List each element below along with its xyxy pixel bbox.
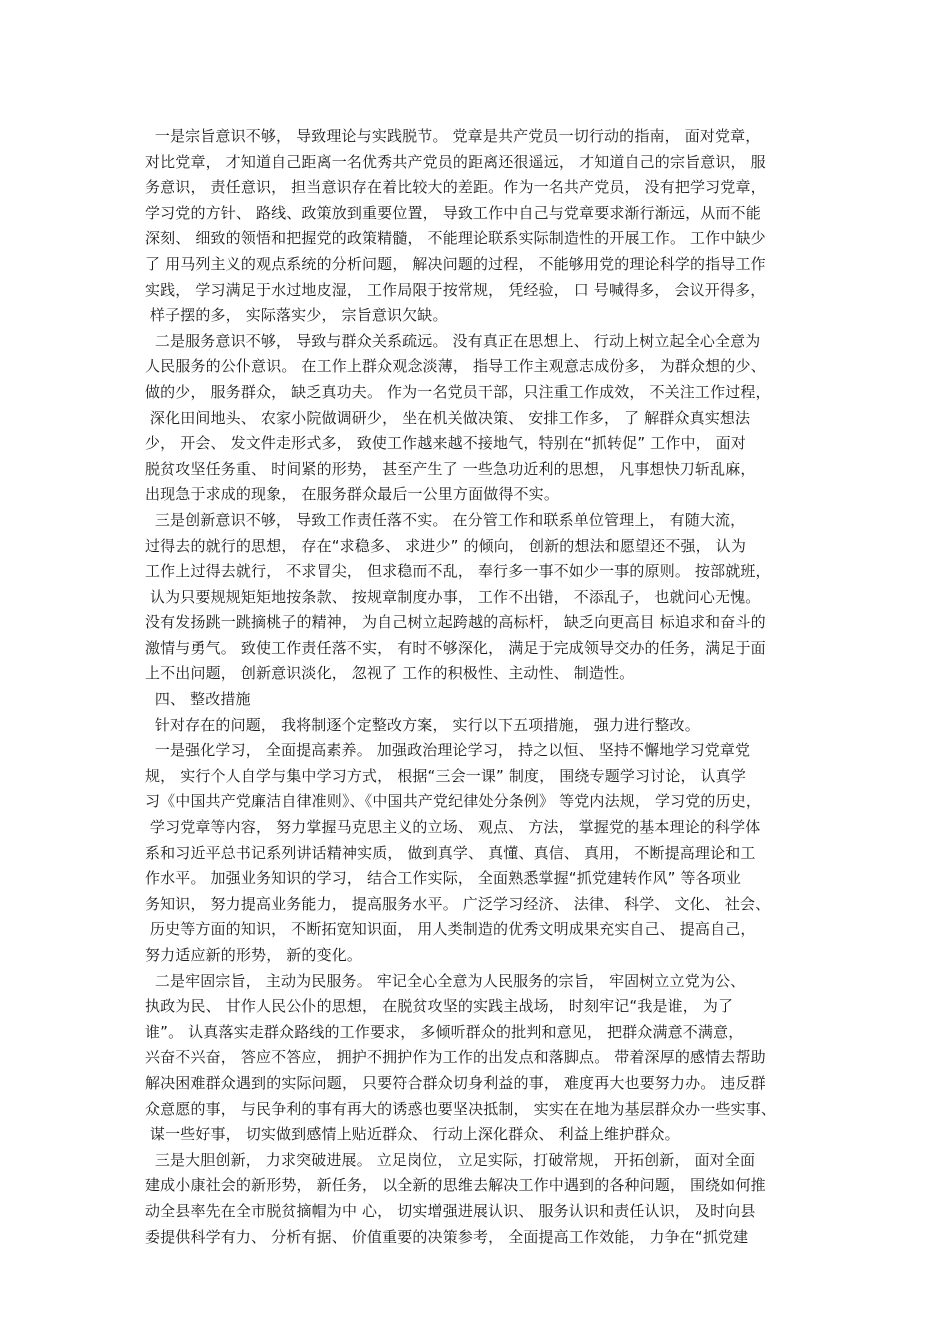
text-line: 认为只要规规矩矩地按条款、 按规章制度办事， 工作不出错， 不添乱子， 也就问心无愧。: [145, 587, 761, 606]
text-line: 谋一些好事， 切实做到感情上贴近群众、 行动上深化群众、 利益上维护群众。: [145, 1125, 680, 1144]
text-line: 建成小康社会的新形势， 新任务， 以全新的思维去解决工作中遇到的各种问题， 围绕如何推: [145, 1176, 766, 1195]
text-line: 系和习近平总书记系列讲话精神实质， 做到真学、 真懂、真信、 真用， 不断提高理论和工: [145, 843, 756, 862]
document-body: [145, 124, 820, 1250]
text-line: 委提供科学有力、 分析有据、 价值重要的决策参考， 全面提高工作效能， 力争在“抓党建: [145, 1227, 749, 1246]
text-line: 务知识， 努力提高业务能力， 提高服务水平。 广泛学习经济、 法律、 科学、 文化、 社会、: [145, 894, 771, 913]
text-line: 深刻、 细致的领悟和把握党的政策精髓， 不能理论联系实际制造性的开展工作。 工作中缺少: [145, 229, 766, 248]
text-line: 努力适应新的形势， 新的变化。: [145, 946, 363, 964]
text-line: 众意愿的事， 与民争利的事有再大的诱惑也要坚决抵制， 实实在在地为基层群众办一些实事、: [145, 1099, 776, 1118]
text-line: 做的少， 服务群众， 缺乏真功夫。 作为一名党员干部，只注重工作成效， 不关注工作过程，: [145, 382, 771, 401]
text-line: 针对存在的问题， 我将制逐个定整改方案， 实行以下五项措施， 强力进行整改。: [145, 715, 700, 734]
text-line: 二是服务意识不够， 导致与群众关系疏远。 没有真正在思想上、 行动上树立起全心全意为: [145, 331, 761, 350]
text-line: 三是大胆创新， 力求突破进展。 立足岗位， 立足实际，打破常规， 开拓创新， 面对全面: [145, 1150, 756, 1169]
text-line: 规， 实行个人自学与集中学习方式， 根据“三会一课” 制度， 围绕专题学习讨论， 认真学: [145, 766, 746, 785]
text-line: 工作上过得去就行， 不求冒尖， 但求稳而不乱， 奉行多一事不如少一事的原则。 按部就班，: [145, 562, 771, 581]
text-line: 了 用马列主义的观点系统的分析问题， 解决问题的过程， 不能够用党的理论科学的指导工作: [145, 254, 766, 273]
text-line: 谁”。 认真落实走群众路线的工作要求， 多倾听群众的批判和意见， 把群众满意不满意，: [145, 1022, 744, 1041]
text-line: 上不出问题， 创新意识淡化， 忽视了 工作的积极性、主动性、 制造性。: [145, 664, 635, 683]
text-line: 过得去的就行的思想， 存在“求稳多、 求进少” 的倾向， 创新的想法和愿望还不强， 认为: [145, 536, 746, 555]
text-line: 学习党章等内容， 努力掌握马克思主义的立场、 观点、 方法， 掌握党的基本理论的科学体: [145, 818, 761, 837]
text-line: 作水平。 加强业务知识的学习， 结合工作实际， 全面熟悉掌握“抓党建转作风” 等各项业: [145, 869, 742, 888]
text-line: 少， 开会、 发文件走形式多， 致使工作越来越不接地气，特别在“抓转促” 工作中， 面对: [145, 434, 746, 453]
text-line: 动全县率先在全市脱贫摘帽为中 心， 切实增强进展认识、 服务认识和责任认识， 及时向县: [145, 1201, 756, 1220]
text-line: 三是创新意识不够， 导致工作责任落不实。 在分管工作和联系单位管理上， 有随大流，: [145, 510, 746, 529]
text-line: 激情与勇气。 致使工作责任落不实， 有时不够深化， 满足于完成领导交办的任务，满足于面: [145, 638, 766, 657]
text-line: 人民服务的公仆意识。 在工作上群众观念淡薄， 指导工作主观意志成份多， 为群众想的少、: [145, 357, 766, 376]
text-line: 对比党章， 才知道自己距离一名优秀共产党员的距离还很遥远， 才知道自己的宗旨意识， 服: [145, 152, 766, 171]
text-line: 四、 整改措施: [145, 690, 251, 709]
text-line: 深化田间地头、 农家小院做调研少， 坐在机关做决策、 安排工作多， 了 解群众真实想法: [145, 408, 751, 427]
text-line: 样子摆的多， 实际落实少， 宗旨意识欠缺。: [145, 306, 448, 325]
text-line: 出现急于求成的现象， 在服务群众最后一公里方面做得不实。: [145, 485, 559, 504]
text-line: 务意识， 责任意识， 担当意识存在着比较大的差距。作为一名共产党员， 没有把学习党章，: [145, 178, 766, 197]
text-line: 实践， 学习满足于水过地皮湿， 工作局限于按常规， 凭经验， 口 号喊得多， 会议开得多，: [145, 280, 766, 299]
text-line: 没有发扬跳一跳摘桃子的精神， 为自己树立起跨越的高标杆， 缺乏向更高目 标追求和奋斗的: [145, 613, 766, 632]
text-line: 一是强化学习， 全面提高素养。 加强政治理论学习， 持之以恒、 坚持不懈地学习党章党: [145, 741, 751, 760]
text-line: 二是牢固宗旨， 主动为民服务。 牢记全心全意为人民服务的宗旨， 牢固树立立党为公、: [145, 971, 746, 990]
text-line: 执政为民、 甘作人民公仆的思想， 在脱贫攻坚的实践主战场， 时刻牢记“我是谁， 为了: [145, 997, 734, 1016]
text-line: 学习党的方针、 路线、政策放到重要位置， 导致工作中自己与党章要求渐行渐远，从而不能: [145, 203, 761, 222]
text-line: 习《中国共产党廉洁自律准则》、《中国共产党纪律处分条例》 等党内法规， 学习党的历史，: [145, 792, 761, 811]
text-line: 解决困难群众遇到的实际问题， 只要符合群众切身利益的事， 难度再大也要努力办。 违反群: [145, 1073, 766, 1092]
text-line: 历史等方面的知识， 不断拓宽知识面， 用人类制造的优秀文明成果充实自己、 提高自己，: [145, 920, 756, 939]
text-line: 一是宗旨意识不够， 导致理论与实践脱节。 党章是共产党员一切行动的指南， 面对党章，: [145, 127, 761, 145]
text-line: 脱贫攻坚任务重、 时间紧的形势， 甚至产生了 一些急功近利的思想， 凡事想快刀斩乱麻，: [145, 459, 756, 478]
text-line: 兴奋不兴奋， 答应不答应， 拥护不拥护作为工作的出发点和落脚点。 带着深厚的感情去帮助: [145, 1048, 766, 1067]
